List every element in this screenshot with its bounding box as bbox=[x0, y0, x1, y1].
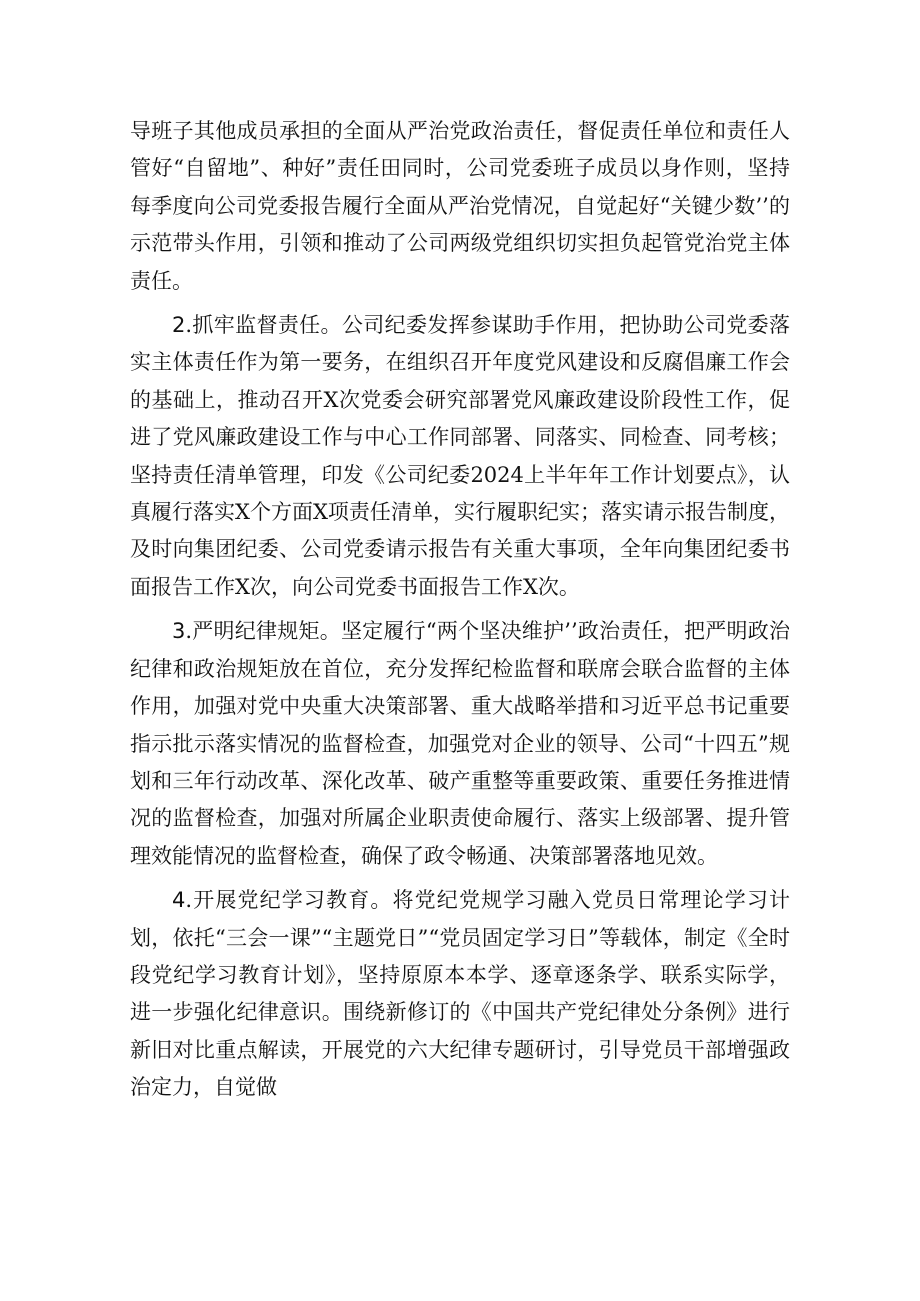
paragraph-text: .抓牢监督责任。公司纪委发挥参谋助手作用，把协助公司党委落实主体责任作为第一要务，在组织召开年度党风建设和反腐倡廉工作会的基础上，推动召开X次党委会研究部署党风廉政建设阶段性工作，促进了党风廉政建设工作与中心工作同部署、同落实、同检查、同考核；坚持责任清单管理，印发《公司纪委2024上半年年工作计划要点》，认真履行落实X个方面X项责任清单，实行履职纪实；落实请示报告制度，及时向集团纪委、公司党委请示报告有关重大事项，全年向集团纪委书面报告工作X次，向公司党委书面报告工作X次。 bbox=[130, 313, 790, 599]
paragraph-text: 导班子其他成员承担的全面从严治党政治责任，督促责任单位和责任人管好“自留地”、种好”责任田同时，公司党委班子成员以身作则，坚持每季度向公司党委报告履行全面从严治党情况，自觉起好“关键少数’’的示范带头作用，引领和推动了公司两级党组织切实担负起管党治党主体责任。 bbox=[130, 119, 790, 293]
paragraph-discipline-education bbox=[130, 882, 790, 1106]
paragraph-number: 2 bbox=[172, 313, 186, 338]
paragraph-continuation bbox=[130, 113, 790, 300]
paragraph-text: .开展党纪学习教育。将党纪党规学习融入党员日常理论学习计划，依托“三会一课”“主题党日”“党员固定学习日”等载体，制定《全时段党纪学习教育计划》，坚持原原本本学、逐章逐条学、联系实际学，进一步强化纪律意识。围绕新修订的《中国共产党纪律处分条例》进行新旧对比重点解读，开展党的六大纪律专题研讨，引导党员干部增强政治定力，自觉做 bbox=[130, 888, 790, 1100]
paragraph-number: 3 bbox=[172, 619, 186, 644]
paragraph-discipline-rules bbox=[130, 613, 790, 875]
paragraph-number: 4 bbox=[172, 888, 186, 913]
paragraph-supervision-responsibility bbox=[130, 307, 790, 606]
document-body bbox=[130, 113, 790, 1114]
paragraph-text: .严明纪律规矩。坚定履行“两个坚决维护’’政治责任，把严明政治纪律和政治规矩放在首位，充分发挥纪检监督和联席会联合监督的主体作用，加强对党中央重大决策部署、重大战略举措和习近平总书记重要指示批示落实情况的监督检查，加强党对企业的领导、公司“十四五”规划和三年行动改革、深化改革、破产重整等重要政策、重要任务推进情况的监督检查，加强对所属企业职责使命履行、落实上级部署、提升管理效能情况的监督检查，确保了政令畅通、决策部署落地见效。 bbox=[130, 619, 790, 868]
